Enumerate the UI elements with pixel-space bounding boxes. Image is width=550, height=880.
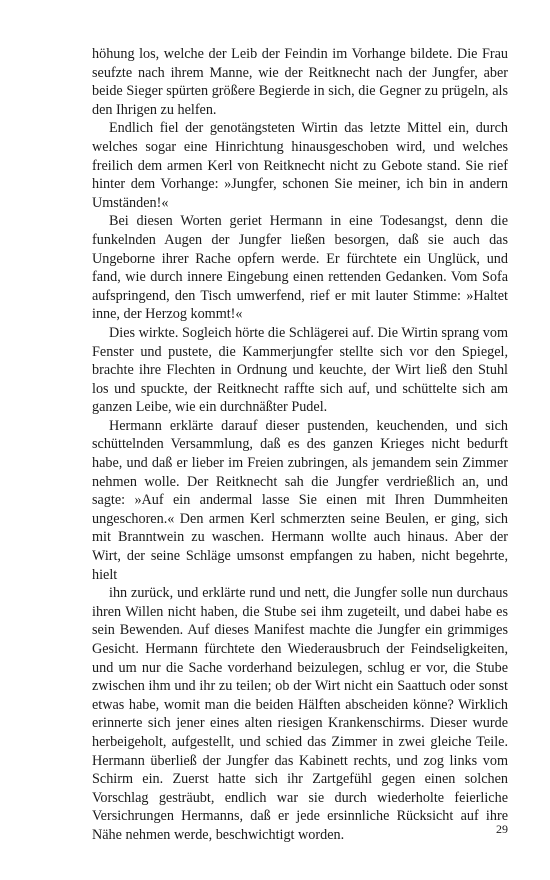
paragraph-1: höhung los, welche der Leib der Feindin im Vorhange bildete. Die Frau seufzte nach ihrem Manne, wie der Reitknecht nach der Jungfer, aber beide Sieger spürten größere Begierde in sich, die Gegner zu prügeln, als den Ihrigen zu helfen. <box>92 46 508 118</box>
page-body <box>92 45 508 845</box>
page-number: 29 <box>496 822 508 836</box>
paragraph-3: Bei diesen Worten geriet Hermann in eine Todesangst, denn die funkelnden Augen der Jungfer ließen besorgen, daß sie auch das Ungeborne ihrer Rache opfern werde. Er fürchtete ein Unglück, und fand, wie durch innere Eingebung einen rettenden Gedanken. Vom Sofa aufspringend, den Tisch umwerfend, rief er mit lauter Stimme: »Haltet inne, der Herzog kommt!« <box>92 213 508 323</box>
paragraph-2: Endlich fiel der genotängsteten Wirtin das letzte Mittel ein, durch welches sogar eine Hinrichtung hinausgeschoben wird, und welches freilich dem armen Kerl von Reitknecht nicht zu Gebote stand. Sie rief hinter dem Vorhange: »Jungfer, schonen Sie meiner, ich bin in andern Umständen!« <box>92 120 508 211</box>
paragraph-4: Dies wirkte. Sogleich hörte die Schlägerei auf. Die Wirtin sprang vom Fenster und pustete, die Kammerjungfer stellte sich vor den Spiegel, brachte ihre Flechten in Ordnung und keuchte, der Wirt ließ den Stuhl los und spuckte, der Reitknecht raffte sich auf, und schüttelte sich am ganzen Leibe, wie ein durchnäßter Pudel. <box>92 324 508 416</box>
paragraph-6: ihn zurück, und erklärte rund und nett, die Jungfer solle nun durchaus ihren Willen nicht haben, die Stube sei ihm zugeteilt, und dabei habe es sein Bewenden. Auf dieses Manifest machte die Jungfer ein grimmiges Gesicht. Hermann fürchtete den Wiederausbruch der Feindseligkeiten, und um nur die Sache vorderhand beizulegen, schlug er vor, die Stube zwischen ihm und ihr zu teilen; ob der Wirt nicht ein Saattuch oder sonst etwas habe, womit man die beiden Hälften abscheiden könne? Wirklich erinnerte sich jener eines alten riesigen Krankenschirms. Dieser wurde herbeigeholt, aufgestellt, und schied das Zimmer in zwei gleiche Teile. Hermann überließ der Jungfer das Kabinett rechts, und zog links vom Schirm ein. Zuerst hatte sich ihr Zartgefühl gegen einen solchen Vorschlag gesträubt, endlich war sie durch wiederholte feierliche Versichrungen Hermanns, daß er jede ersinnliche Rücksicht auf ihre Nähe nehmen werde, beschwichtigt worden. <box>92 585 508 843</box>
paragraph-5: Hermann erklärte darauf dieser pustenden, keuchenden, und sich schüttelnden Versammlung, daß es des ganzen Krieges nicht bedurft habe, und daß er lieber im Freien zubringen, als jemandem sein Zimmer nehmen wolle. Der Reitknecht sah die Jungfer verdrießlich an, und sagte: »Auf ein andermal lasse Sie einen mit Ihren Dummheiten ungeschoren.« Den armen Kerl schmerzten seine Beulen, er ging, sich mit Branntwein zu waschen. Hermann wollte auch hinaus. Aber der Wirt, der seine Schläge umsonst empfangen zu haben, nicht begehrte, hielt <box>92 417 508 583</box>
